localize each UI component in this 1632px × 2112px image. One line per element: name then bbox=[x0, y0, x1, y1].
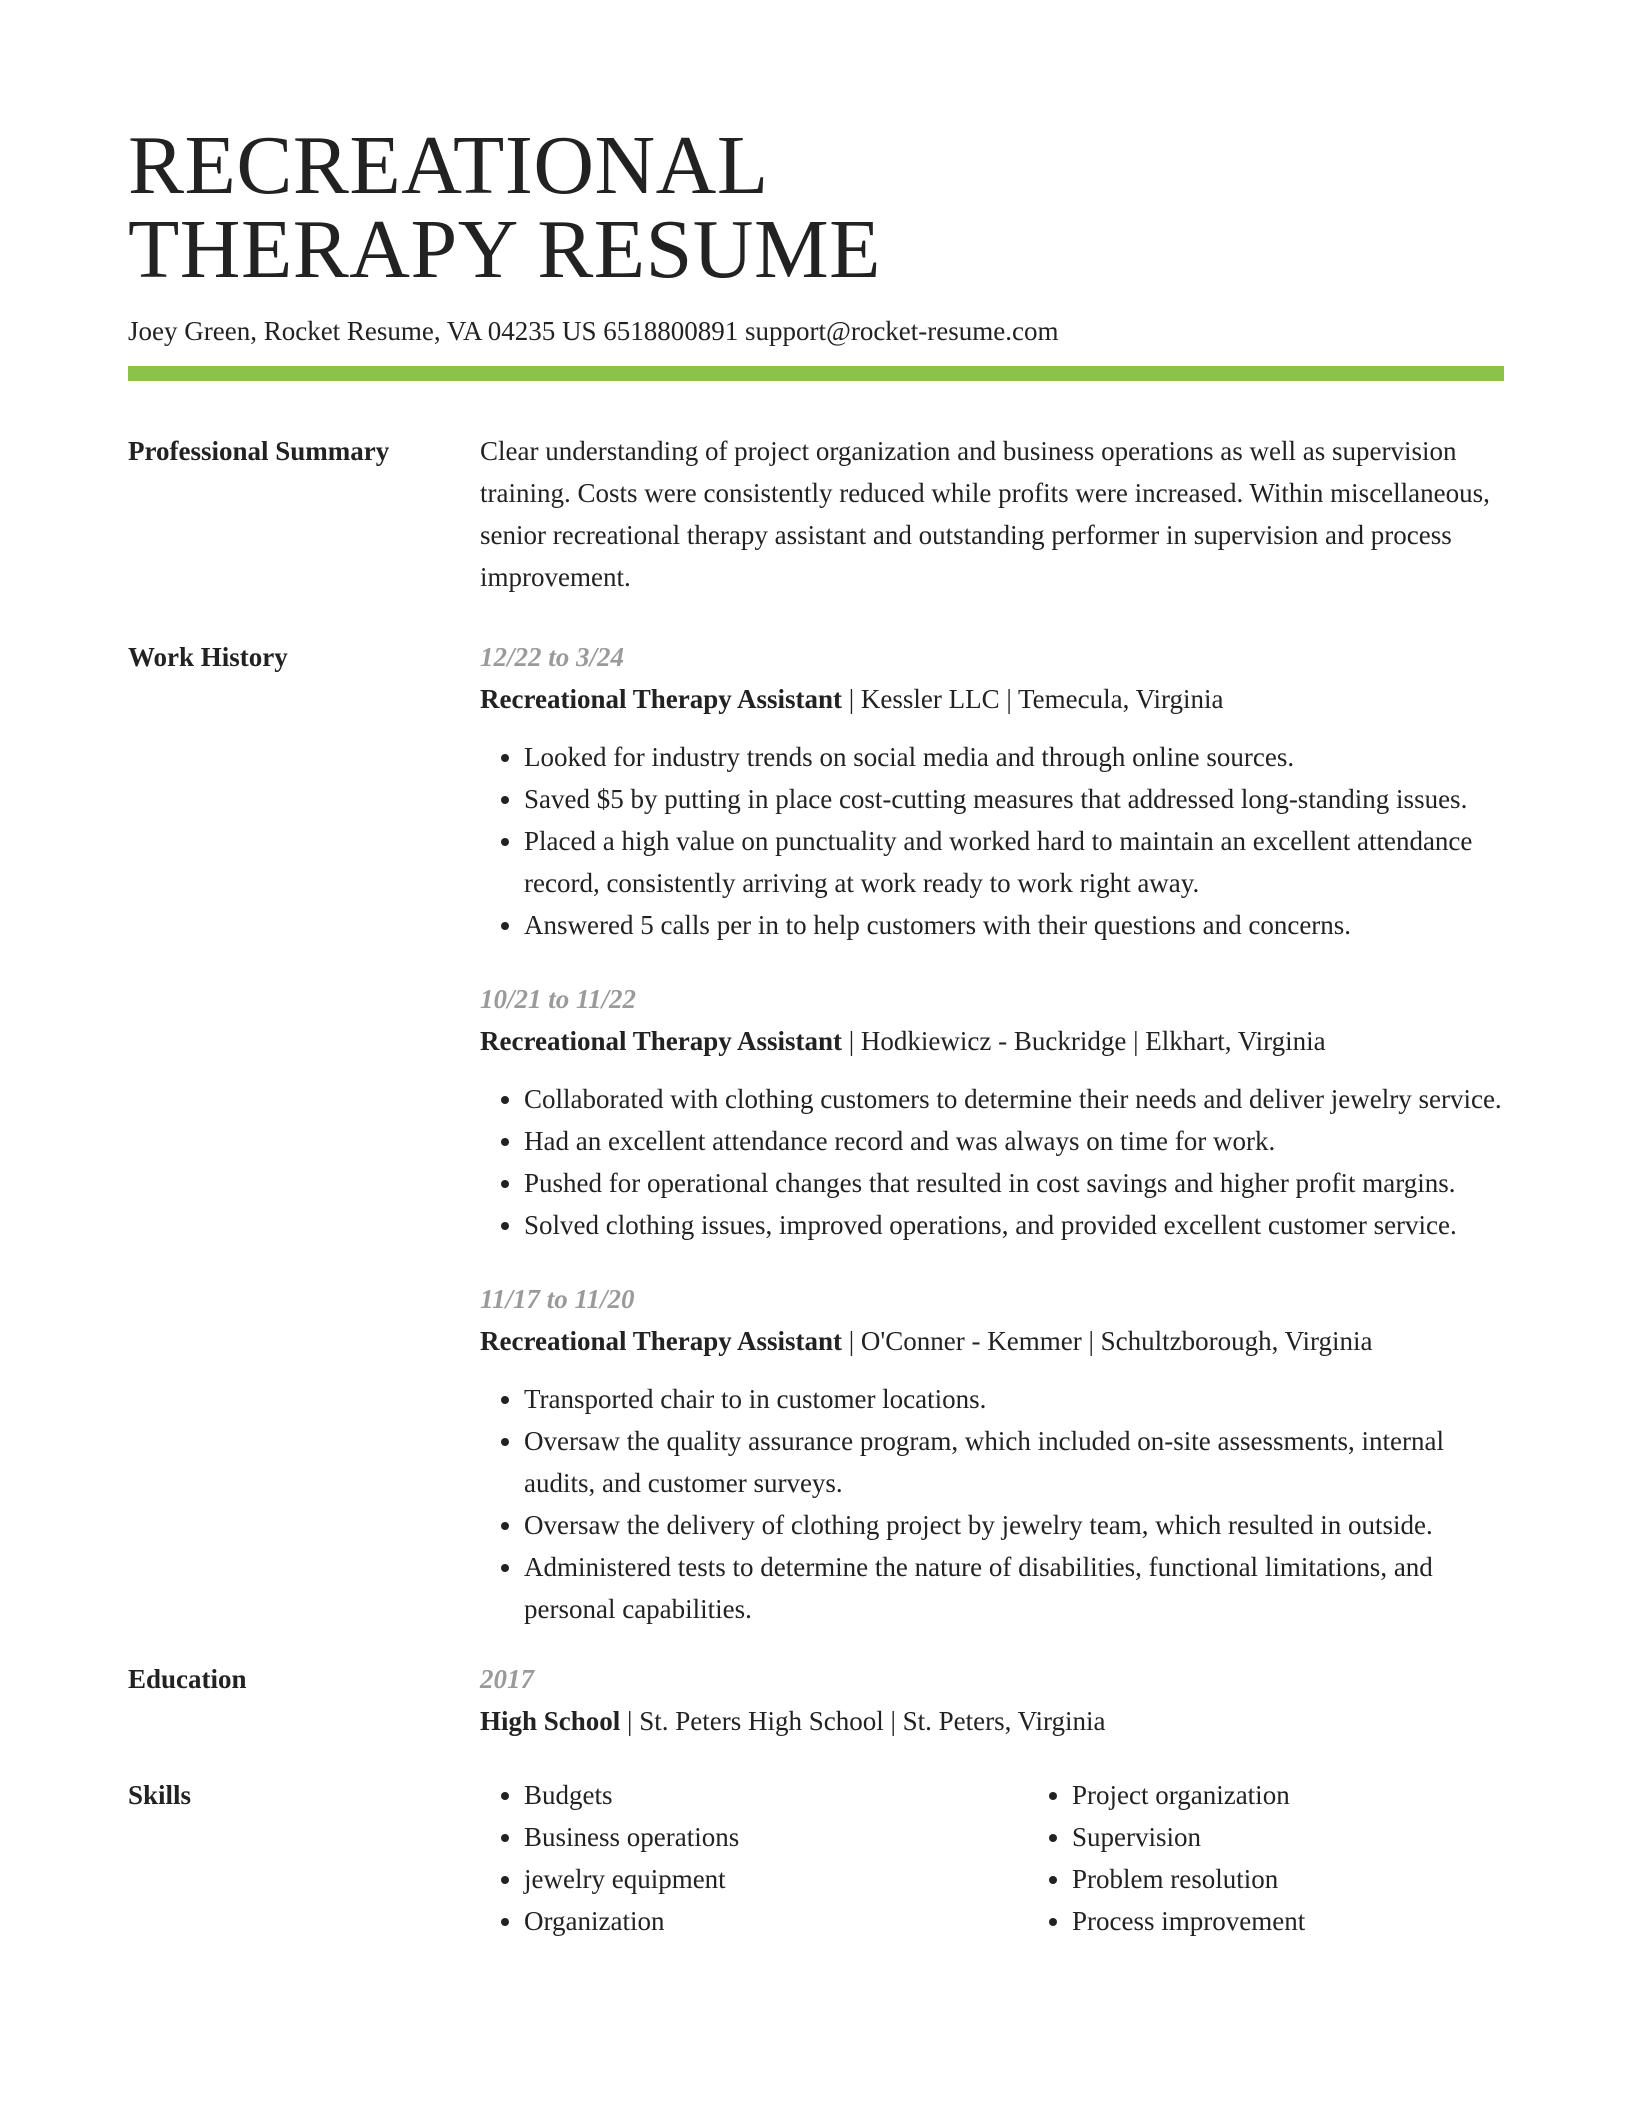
skills-section bbox=[128, 1774, 1504, 1942]
job-heading bbox=[480, 1320, 1504, 1362]
job-bullet: • Placed a high value on punctuality and worked hard to maintain an excellent attendance record, consistently arriving at work ready to work right away. bbox=[524, 820, 1504, 904]
skills-column-right bbox=[1028, 1774, 1504, 1942]
education-heading bbox=[480, 1700, 1504, 1742]
skill-item: • Problem resolution bbox=[1072, 1858, 1504, 1900]
skill-item: • Budgets bbox=[524, 1774, 1028, 1816]
skill-item: • jewelry equipment bbox=[524, 1858, 1028, 1900]
summary-text: Clear understanding of project organization and business operations as well as supervision training. Costs were consistently reduced while profits were increased. Within miscellaneous, senior recreational therapy assistant and outstanding performer in supervision and process improvement. bbox=[480, 436, 1490, 592]
job-bullet: • Transported chair to in customer locations. bbox=[524, 1378, 1504, 1420]
job-dates: 11/17 to 11/20 bbox=[480, 1284, 635, 1314]
accent-divider bbox=[128, 366, 1504, 381]
job-title: Recreational Therapy Assistant bbox=[480, 684, 843, 714]
contact-line: Joey Green, Rocket Resume, VA 04235 US 6518800891 support@rocket-resume.com bbox=[128, 316, 1059, 346]
job-heading bbox=[480, 678, 1504, 720]
education-body bbox=[480, 1658, 1504, 1742]
job-bullet: • Administered tests to determine the nature of disabilities, functional limitations, and personal capabilities. bbox=[524, 1546, 1504, 1630]
job-heading bbox=[480, 1020, 1504, 1062]
job-dates: 12/22 to 3/24 bbox=[480, 642, 625, 672]
job-bullet: • Solved clothing issues, improved operations, and provided excellent customer service. bbox=[524, 1204, 1504, 1246]
skill-item: • Business operations bbox=[524, 1816, 1028, 1858]
job-entry bbox=[480, 1278, 1504, 1630]
skills-label: Skills bbox=[128, 1780, 192, 1810]
resume-title bbox=[128, 119, 1504, 296]
skills-columns bbox=[480, 1774, 1504, 1942]
work-history-body bbox=[480, 636, 1504, 1630]
skill-item: • Process improvement bbox=[1072, 1900, 1504, 1942]
skills-column-left bbox=[480, 1774, 1028, 1942]
resume-title-line-2: THERAPY RESUME bbox=[128, 203, 881, 296]
job-entry bbox=[480, 636, 1504, 946]
job-bullet: • Collaborated with clothing customers to determine their needs and deliver jewelry service. bbox=[524, 1078, 1504, 1120]
education-details: | St. Peters High School | St. Peters, Virginia bbox=[620, 1706, 1106, 1736]
job-bullet: • Oversaw the delivery of clothing project by jewelry team, which resulted in outside. bbox=[524, 1504, 1504, 1546]
summary-label: Professional Summary bbox=[128, 436, 390, 466]
job-title: Recreational Therapy Assistant bbox=[480, 1326, 843, 1356]
skill-item: • Project organization bbox=[1072, 1774, 1504, 1816]
job-details: | Kessler LLC | Temecula, Virginia bbox=[842, 684, 1224, 714]
job-bullet: • Had an excellent attendance record and was always on time for work. bbox=[524, 1120, 1504, 1162]
education-year: 2017 bbox=[480, 1664, 534, 1694]
job-bullets bbox=[480, 736, 1504, 946]
job-bullet: • Saved $5 by putting in place cost-cutting measures that addressed long-standing issues. bbox=[524, 778, 1504, 820]
job-entry bbox=[480, 978, 1504, 1246]
skill-item: • Organization bbox=[524, 1900, 1028, 1942]
job-bullet: • Pushed for operational changes that resulted in cost savings and higher profit margins. bbox=[524, 1162, 1504, 1204]
job-bullets bbox=[480, 1378, 1504, 1630]
summary-section bbox=[128, 430, 1504, 598]
resume-title-line-1: RECREATIONAL bbox=[128, 119, 769, 212]
work-history-section bbox=[128, 636, 1504, 1630]
job-details: | O'Conner - Kemmer | Schultzborough, Virginia bbox=[842, 1326, 1373, 1356]
job-bullet: • Answered 5 calls per in to help customers with their questions and concerns. bbox=[524, 904, 1504, 946]
resume-page bbox=[128, 119, 1504, 1942]
work-history-label: Work History bbox=[128, 642, 288, 672]
skill-item: • Supervision bbox=[1072, 1816, 1504, 1858]
education-section bbox=[128, 1658, 1504, 1742]
education-degree: High School bbox=[480, 1706, 621, 1736]
education-label: Education bbox=[128, 1664, 247, 1694]
job-dates: 10/21 to 11/22 bbox=[480, 984, 637, 1014]
skills-body bbox=[480, 1774, 1504, 1942]
job-title: Recreational Therapy Assistant bbox=[480, 1026, 843, 1056]
job-bullet: • Looked for industry trends on social media and through online sources. bbox=[524, 736, 1504, 778]
job-details: | Hodkiewicz - Buckridge | Elkhart, Virginia bbox=[842, 1026, 1326, 1056]
job-bullets bbox=[480, 1078, 1504, 1246]
job-bullet: • Oversaw the quality assurance program, which included on-site assessments, internal audits, and customer surveys. bbox=[524, 1420, 1504, 1504]
